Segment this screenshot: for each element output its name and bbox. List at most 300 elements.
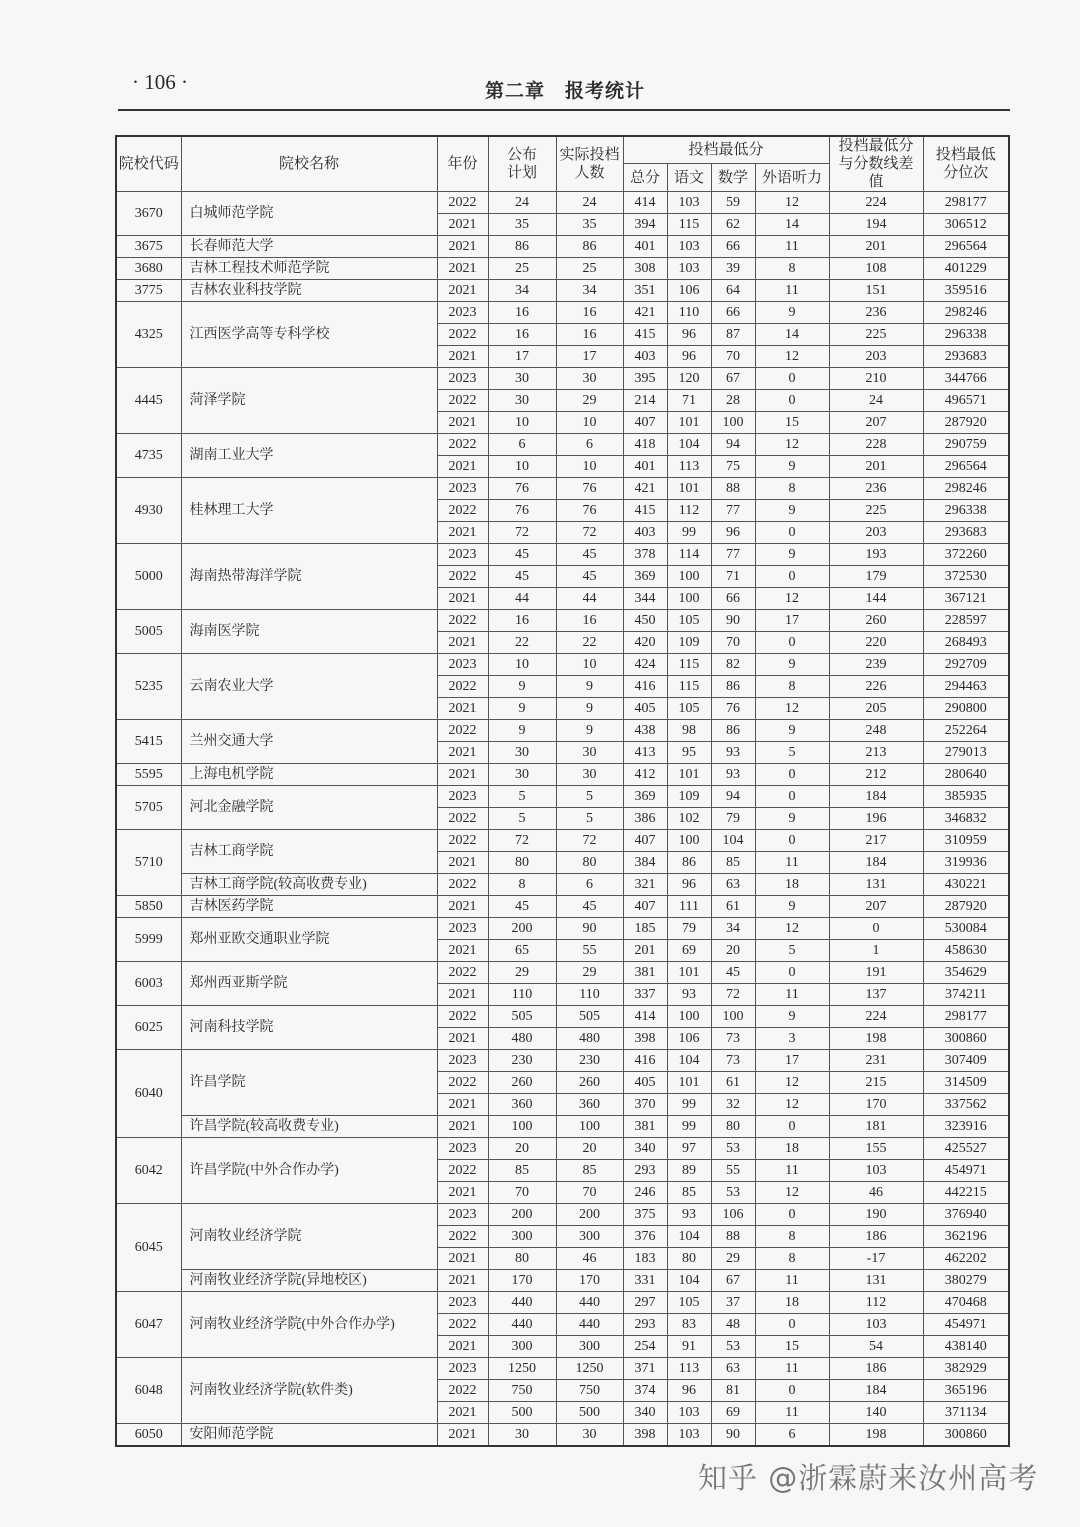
year-cell: 2021: [437, 940, 488, 962]
plan-cell: 70: [488, 1182, 556, 1204]
math-cell: 64: [711, 280, 755, 302]
rank-cell: 296338: [923, 500, 1009, 522]
math-cell: 48: [711, 1314, 755, 1336]
total-cell: 401: [623, 236, 667, 258]
school-name-cell: 海南热带海洋学院: [181, 544, 437, 610]
rank-cell: 454971: [923, 1314, 1009, 1336]
math-cell: 90: [711, 610, 755, 632]
math-cell: 67: [711, 368, 755, 390]
math-cell: 100: [711, 412, 755, 434]
header-rank: 投档最低分位次: [923, 136, 1009, 192]
listening-cell: 12: [755, 346, 829, 368]
diff-cell: 151: [829, 280, 923, 302]
math-cell: 66: [711, 588, 755, 610]
listening-cell: 8: [755, 258, 829, 280]
year-cell: 2021: [437, 522, 488, 544]
plan-cell: 260: [488, 1072, 556, 1094]
total-cell: 321: [623, 874, 667, 896]
listening-cell: 0: [755, 522, 829, 544]
actual-cell: 46: [556, 1248, 623, 1270]
chinese-cell: 103: [667, 192, 711, 214]
chinese-cell: 113: [667, 456, 711, 478]
plan-cell: 44: [488, 588, 556, 610]
diff-cell: 220: [829, 632, 923, 654]
rank-cell: 380279: [923, 1270, 1009, 1292]
plan-cell: 750: [488, 1380, 556, 1402]
rank-cell: 337562: [923, 1094, 1009, 1116]
total-cell: 415: [623, 324, 667, 346]
year-cell: 2022: [437, 874, 488, 896]
listening-cell: 12: [755, 588, 829, 610]
listening-cell: 0: [755, 368, 829, 390]
actual-cell: 300: [556, 1336, 623, 1358]
table-row: [116, 1204, 1009, 1226]
school-name-cell: 郑州亚欧交通职业学院: [181, 918, 437, 962]
actual-cell: 70: [556, 1182, 623, 1204]
plan-cell: 6: [488, 434, 556, 456]
page-number: · 106 ·: [132, 70, 188, 94]
listening-cell: 11: [755, 1402, 829, 1424]
math-cell: 34: [711, 918, 755, 940]
actual-cell: 260: [556, 1072, 623, 1094]
year-cell: 2021: [437, 258, 488, 280]
math-cell: 32: [711, 1094, 755, 1116]
year-cell: 2023: [437, 1358, 488, 1380]
diff-cell: 215: [829, 1072, 923, 1094]
diff-cell: 193: [829, 544, 923, 566]
school-name-cell: 河南牧业经济学院: [181, 1204, 437, 1270]
plan-cell: 30: [488, 390, 556, 412]
listening-cell: 18: [755, 1138, 829, 1160]
actual-cell: 80: [556, 852, 623, 874]
diff-cell: 212: [829, 764, 923, 786]
math-cell: 20: [711, 940, 755, 962]
rank-cell: 314509: [923, 1072, 1009, 1094]
plan-cell: 35: [488, 214, 556, 236]
actual-cell: 9: [556, 720, 623, 742]
diff-cell: 190: [829, 1204, 923, 1226]
diff-cell: 144: [829, 588, 923, 610]
chinese-cell: 91: [667, 1336, 711, 1358]
listening-cell: 8: [755, 676, 829, 698]
year-cell: 2021: [437, 896, 488, 918]
school-code-cell: 5235: [116, 654, 181, 720]
year-cell: 2021: [437, 742, 488, 764]
total-cell: 403: [623, 346, 667, 368]
header-chinese: 语文: [667, 164, 711, 192]
year-cell: 2023: [437, 302, 488, 324]
table-row: [116, 1006, 1009, 1028]
year-cell: 2023: [437, 1138, 488, 1160]
actual-cell: 30: [556, 368, 623, 390]
chinese-cell: 95: [667, 742, 711, 764]
chinese-cell: 93: [667, 1204, 711, 1226]
actual-cell: 16: [556, 324, 623, 346]
table-row: [116, 720, 1009, 742]
school-code-cell: 6048: [116, 1358, 181, 1424]
year-cell: 2023: [437, 368, 488, 390]
diff-cell: 181: [829, 1116, 923, 1138]
listening-cell: 8: [755, 1248, 829, 1270]
math-cell: 75: [711, 456, 755, 478]
table-row: [116, 192, 1009, 214]
listening-cell: 11: [755, 1160, 829, 1182]
rank-cell: 359516: [923, 280, 1009, 302]
total-cell: 381: [623, 962, 667, 984]
actual-cell: 72: [556, 830, 623, 852]
plan-cell: 34: [488, 280, 556, 302]
listening-cell: 0: [755, 1380, 829, 1402]
total-cell: 378: [623, 544, 667, 566]
plan-cell: 16: [488, 610, 556, 632]
listening-cell: 11: [755, 1358, 829, 1380]
math-cell: 63: [711, 874, 755, 896]
chinese-cell: 112: [667, 500, 711, 522]
table-row: [116, 786, 1009, 808]
school-code-cell: 5710: [116, 830, 181, 896]
plan-cell: 10: [488, 456, 556, 478]
chinese-cell: 103: [667, 236, 711, 258]
chinese-cell: 100: [667, 1006, 711, 1028]
table-body: [116, 192, 1009, 1447]
rank-cell: 300860: [923, 1424, 1009, 1447]
math-cell: 61: [711, 1072, 755, 1094]
diff-cell: 224: [829, 1006, 923, 1028]
rank-cell: 365196: [923, 1380, 1009, 1402]
table-row: [116, 1138, 1009, 1160]
chinese-cell: 99: [667, 1094, 711, 1116]
math-cell: 66: [711, 302, 755, 324]
total-cell: 418: [623, 434, 667, 456]
chinese-cell: 83: [667, 1314, 711, 1336]
rank-cell: 371134: [923, 1402, 1009, 1424]
year-cell: 2021: [437, 1028, 488, 1050]
rank-cell: 293683: [923, 346, 1009, 368]
plan-cell: 170: [488, 1270, 556, 1292]
math-cell: 87: [711, 324, 755, 346]
math-cell: 53: [711, 1138, 755, 1160]
plan-cell: 300: [488, 1336, 556, 1358]
school-code-cell: 6025: [116, 1006, 181, 1050]
total-cell: 398: [623, 1424, 667, 1447]
math-cell: 73: [711, 1028, 755, 1050]
year-cell: 2021: [437, 984, 488, 1006]
school-code-cell: 3670: [116, 192, 181, 236]
school-code-cell: 5850: [116, 896, 181, 918]
actual-cell: 45: [556, 566, 623, 588]
chinese-cell: 93: [667, 984, 711, 1006]
listening-cell: 14: [755, 214, 829, 236]
chinese-cell: 105: [667, 698, 711, 720]
header-code: 院校代码: [116, 136, 181, 192]
plan-cell: 16: [488, 324, 556, 346]
year-cell: 2022: [437, 1380, 488, 1402]
plan-cell: 5: [488, 786, 556, 808]
rank-cell: 376940: [923, 1204, 1009, 1226]
table-row: [116, 1270, 1009, 1292]
school-code-cell: 3775: [116, 280, 181, 302]
school-name-cell: 白城师范学院: [181, 192, 437, 236]
listening-cell: 15: [755, 412, 829, 434]
listening-cell: 0: [755, 786, 829, 808]
year-cell: 2021: [437, 214, 488, 236]
actual-cell: 29: [556, 390, 623, 412]
listening-cell: 9: [755, 896, 829, 918]
listening-cell: 12: [755, 918, 829, 940]
math-cell: 94: [711, 434, 755, 456]
math-cell: 67: [711, 1270, 755, 1292]
actual-cell: 500: [556, 1402, 623, 1424]
actual-cell: 30: [556, 1424, 623, 1447]
school-name-cell: 吉林工程技术师范学院: [181, 258, 437, 280]
total-cell: 438: [623, 720, 667, 742]
math-cell: 59: [711, 192, 755, 214]
table-row: [116, 1358, 1009, 1380]
total-cell: 340: [623, 1402, 667, 1424]
plan-cell: 17: [488, 346, 556, 368]
math-cell: 53: [711, 1182, 755, 1204]
math-cell: 63: [711, 1358, 755, 1380]
actual-cell: 44: [556, 588, 623, 610]
diff-cell: 213: [829, 742, 923, 764]
total-cell: 337: [623, 984, 667, 1006]
plan-cell: 440: [488, 1314, 556, 1336]
listening-cell: 11: [755, 852, 829, 874]
total-cell: 369: [623, 786, 667, 808]
school-name-cell: 菏泽学院: [181, 368, 437, 434]
table-row: [116, 918, 1009, 940]
rank-cell: 401229: [923, 258, 1009, 280]
table-row: [116, 258, 1009, 280]
actual-cell: 20: [556, 1138, 623, 1160]
chinese-cell: 104: [667, 434, 711, 456]
header-rule: [118, 109, 1010, 111]
year-cell: 2022: [437, 500, 488, 522]
math-cell: 79: [711, 808, 755, 830]
chinese-cell: 114: [667, 544, 711, 566]
diff-cell: 137: [829, 984, 923, 1006]
total-cell: 340: [623, 1138, 667, 1160]
chinese-cell: 106: [667, 1028, 711, 1050]
plan-cell: 86: [488, 236, 556, 258]
total-cell: 401: [623, 456, 667, 478]
math-cell: 77: [711, 500, 755, 522]
math-cell: 93: [711, 764, 755, 786]
listening-cell: 15: [755, 1336, 829, 1358]
rank-cell: 454971: [923, 1160, 1009, 1182]
school-code-cell: 5005: [116, 610, 181, 654]
table-row: [116, 1050, 1009, 1072]
school-code-cell: 5595: [116, 764, 181, 786]
listening-cell: 12: [755, 1182, 829, 1204]
diff-cell: 239: [829, 654, 923, 676]
diff-cell: 260: [829, 610, 923, 632]
listening-cell: 11: [755, 1270, 829, 1292]
chinese-cell: 100: [667, 566, 711, 588]
year-cell: 2022: [437, 1160, 488, 1182]
chinese-cell: 106: [667, 280, 711, 302]
plan-cell: 16: [488, 302, 556, 324]
total-cell: 403: [623, 522, 667, 544]
rank-cell: 296564: [923, 236, 1009, 258]
chinese-cell: 89: [667, 1160, 711, 1182]
chinese-cell: 98: [667, 720, 711, 742]
total-cell: 405: [623, 1072, 667, 1094]
year-cell: 2023: [437, 918, 488, 940]
total-cell: 416: [623, 676, 667, 698]
total-cell: 331: [623, 1270, 667, 1292]
diff-cell: 155: [829, 1138, 923, 1160]
total-cell: 413: [623, 742, 667, 764]
school-code-cell: 5999: [116, 918, 181, 962]
school-name-cell: 云南农业大学: [181, 654, 437, 720]
diff-cell: 103: [829, 1160, 923, 1182]
listening-cell: 9: [755, 720, 829, 742]
total-cell: 185: [623, 918, 667, 940]
actual-cell: 34: [556, 280, 623, 302]
actual-cell: 35: [556, 214, 623, 236]
diff-cell: 131: [829, 1270, 923, 1292]
chinese-cell: 101: [667, 412, 711, 434]
diff-cell: 184: [829, 1380, 923, 1402]
actual-cell: 85: [556, 1160, 623, 1182]
year-cell: 2023: [437, 544, 488, 566]
plan-cell: 8: [488, 874, 556, 896]
year-cell: 2022: [437, 434, 488, 456]
listening-cell: 0: [755, 566, 829, 588]
math-cell: 81: [711, 1380, 755, 1402]
diff-cell: 210: [829, 368, 923, 390]
listening-cell: 8: [755, 1226, 829, 1248]
diff-cell: -17: [829, 1248, 923, 1270]
listening-cell: 18: [755, 874, 829, 896]
year-cell: 2022: [437, 566, 488, 588]
plan-cell: 45: [488, 896, 556, 918]
math-cell: 61: [711, 896, 755, 918]
total-cell: 398: [623, 1028, 667, 1050]
rank-cell: 298246: [923, 478, 1009, 500]
diff-cell: 46: [829, 1182, 923, 1204]
year-cell: 2021: [437, 1094, 488, 1116]
plan-cell: 45: [488, 544, 556, 566]
school-code-cell: 6045: [116, 1204, 181, 1292]
table-row: [116, 1292, 1009, 1314]
rank-cell: 374211: [923, 984, 1009, 1006]
actual-cell: 750: [556, 1380, 623, 1402]
plan-cell: 505: [488, 1006, 556, 1028]
listening-cell: 12: [755, 1094, 829, 1116]
listening-cell: 9: [755, 1006, 829, 1028]
listening-cell: 9: [755, 500, 829, 522]
plan-cell: 200: [488, 1204, 556, 1226]
plan-cell: 25: [488, 258, 556, 280]
listening-cell: 0: [755, 1204, 829, 1226]
actual-cell: 29: [556, 962, 623, 984]
table-row: [116, 896, 1009, 918]
year-cell: 2021: [437, 1336, 488, 1358]
plan-cell: 9: [488, 720, 556, 742]
table-row: [116, 1116, 1009, 1138]
diff-cell: 203: [829, 522, 923, 544]
math-cell: 45: [711, 962, 755, 984]
math-cell: 29: [711, 1248, 755, 1270]
rank-cell: 290759: [923, 434, 1009, 456]
plan-cell: 360: [488, 1094, 556, 1116]
chinese-cell: 80: [667, 1248, 711, 1270]
actual-cell: 72: [556, 522, 623, 544]
total-cell: 381: [623, 1116, 667, 1138]
rank-cell: 430221: [923, 874, 1009, 896]
actual-cell: 17: [556, 346, 623, 368]
table-row: [116, 236, 1009, 258]
plan-cell: 30: [488, 1424, 556, 1447]
total-cell: 405: [623, 698, 667, 720]
plan-cell: 76: [488, 478, 556, 500]
listening-cell: 8: [755, 478, 829, 500]
rank-cell: 470468: [923, 1292, 1009, 1314]
plan-cell: 30: [488, 368, 556, 390]
diff-cell: 198: [829, 1028, 923, 1050]
header-math: 数学: [711, 164, 755, 192]
school-code-cell: 4325: [116, 302, 181, 368]
actual-cell: 24: [556, 192, 623, 214]
chinese-cell: 69: [667, 940, 711, 962]
actual-cell: 9: [556, 698, 623, 720]
plan-cell: 9: [488, 676, 556, 698]
diff-cell: 205: [829, 698, 923, 720]
school-code-cell: 3675: [116, 236, 181, 258]
table-row: [116, 764, 1009, 786]
rank-cell: 307409: [923, 1050, 1009, 1072]
math-cell: 73: [711, 1050, 755, 1072]
year-cell: 2022: [437, 808, 488, 830]
total-cell: 293: [623, 1314, 667, 1336]
math-cell: 71: [711, 566, 755, 588]
rank-cell: 442215: [923, 1182, 1009, 1204]
chinese-cell: 105: [667, 1292, 711, 1314]
rank-cell: 362196: [923, 1226, 1009, 1248]
school-name-cell: 安阳师范学院: [181, 1424, 437, 1447]
plan-cell: 5: [488, 808, 556, 830]
actual-cell: 76: [556, 478, 623, 500]
math-cell: 72: [711, 984, 755, 1006]
school-code-cell: 4930: [116, 478, 181, 544]
year-cell: 2022: [437, 830, 488, 852]
year-cell: 2023: [437, 1050, 488, 1072]
actual-cell: 16: [556, 302, 623, 324]
school-name-cell: 桂林理工大学: [181, 478, 437, 544]
year-cell: 2022: [437, 390, 488, 412]
actual-cell: 1250: [556, 1358, 623, 1380]
total-cell: 414: [623, 1006, 667, 1028]
rank-cell: 296338: [923, 324, 1009, 346]
listening-cell: 0: [755, 390, 829, 412]
year-cell: 2022: [437, 676, 488, 698]
diff-cell: 54: [829, 1336, 923, 1358]
rank-cell: 385935: [923, 786, 1009, 808]
listening-cell: 9: [755, 544, 829, 566]
year-cell: 2022: [437, 962, 488, 984]
plan-cell: 85: [488, 1160, 556, 1182]
year-cell: 2022: [437, 192, 488, 214]
rank-cell: 530084: [923, 918, 1009, 940]
math-cell: 100: [711, 1006, 755, 1028]
math-cell: 55: [711, 1160, 755, 1182]
math-cell: 90: [711, 1424, 755, 1447]
plan-cell: 30: [488, 764, 556, 786]
table-row: [116, 610, 1009, 632]
math-cell: 93: [711, 742, 755, 764]
